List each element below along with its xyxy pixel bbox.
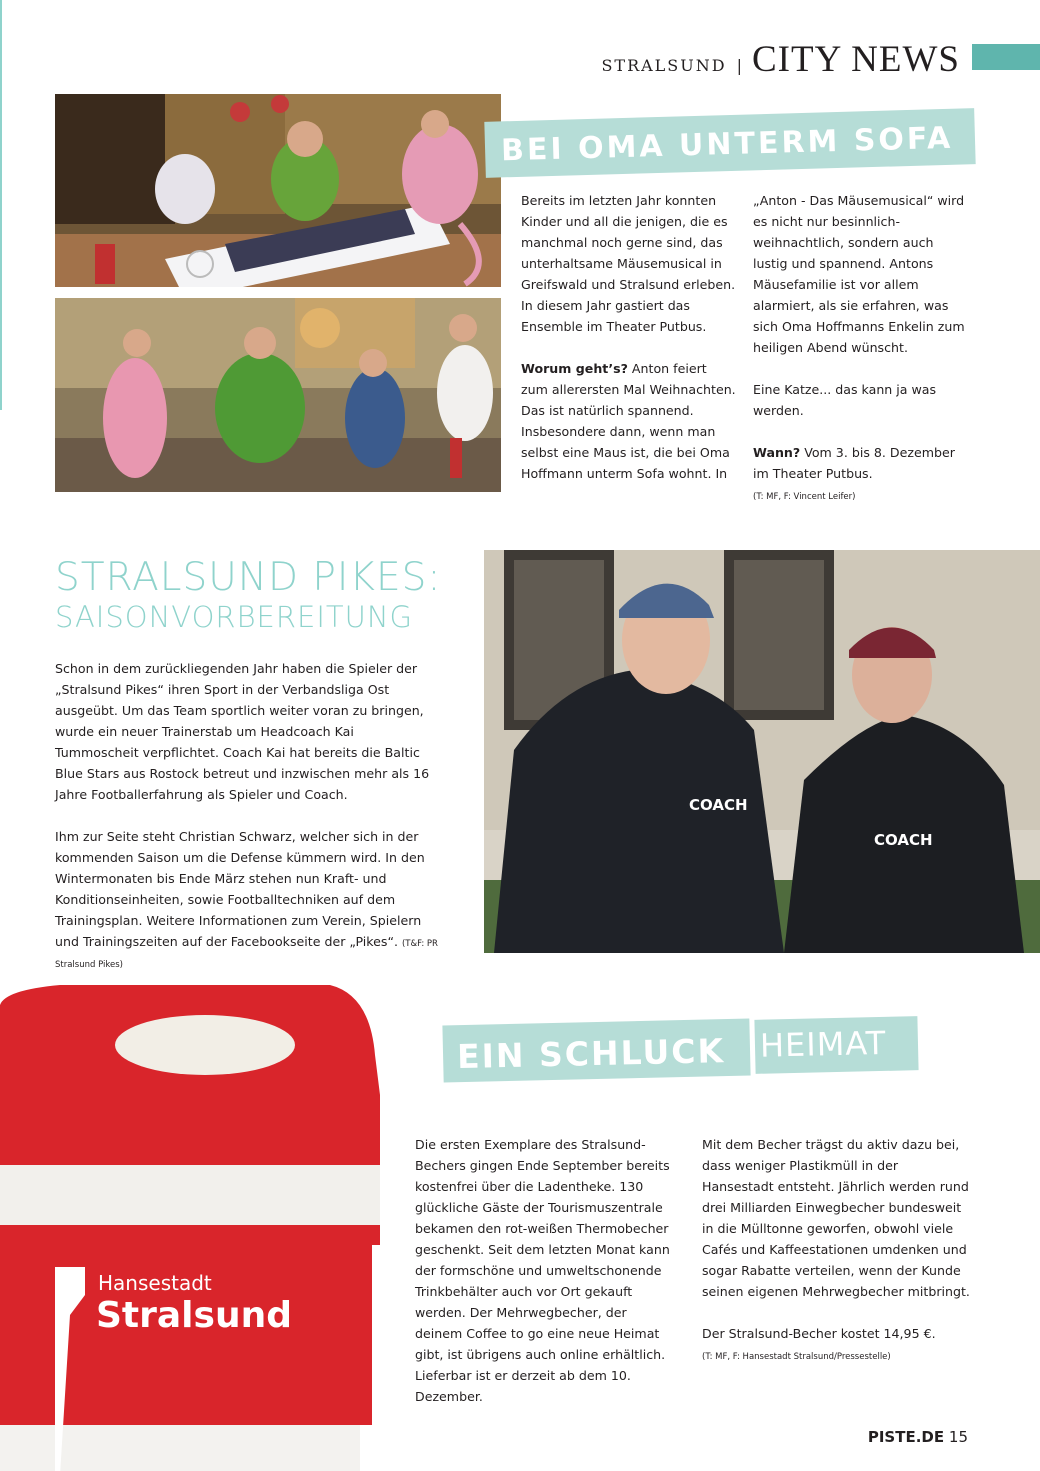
article-pikes-body — [55, 658, 440, 973]
article-headline-pikes — [55, 556, 442, 634]
header-location: STRALSUND — [601, 56, 727, 75]
stralsund-cup-photo — [0, 985, 395, 1471]
article-headline-schluck: EIN SCHLUCK — [442, 1019, 750, 1083]
article-headline-heimat: HEIMAT — [754, 1016, 918, 1074]
header-category: CITY NEWS — [751, 39, 960, 80]
article-schluck-column-1 — [415, 1134, 677, 1407]
pikes-title: STRALSUND PIKES: — [55, 555, 442, 600]
article-schluck-paragraph: Mit dem Becher trägst du aktiv dazu bei, dass weniger Plastikmüll in der Hansestadt entsteht. Jährlich werden rund drei Milliarden Einwegbecher bundesweit in die Mülltonne geworfen, obwohl viele Cafés und Kaffeestationen umdenken und sogar Rabatte verteilen, wenn der Kunde seinen eigenen Mehrwegbecher mitbringt. — [702, 1137, 970, 1299]
article-oma-paragraph: Eine Katze... das kann ja was werden. — [753, 382, 937, 418]
header-accent-bar — [972, 44, 1040, 70]
article-pikes-paragraph: Schon in dem zurückliegenden Jahr haben die Spieler der „Stralsund Pikes“ ihren Sport in der Verbandsliga Ost ausgeübt. Um das Team sportlich weiter voran zu bringen, wurde ein neuer Trainerstab um Headcoach Kai Tummoscheit verpflichtet. Coach Kai hat bereits die Baltic Blue Stars aus Rostock betreut und inzwischen mehr als 16 Jahre Footballerfahrung als Spieler und Coach. — [55, 661, 430, 802]
article-oma-paragraph: Wann? Vom 3. bis 8. Dezember im Theater Putbus. (T: MF, F: Vincent Leifer) — [753, 445, 955, 502]
musical-photo-top — [55, 94, 501, 287]
page-number: 15 — [948, 1428, 968, 1446]
musical-photo-bottom — [55, 298, 501, 492]
page-footer — [868, 1428, 968, 1446]
article-oma-column-2 — [753, 190, 968, 505]
article-oma-paragraph: Worum geht’s? Anton feiert zum allerersten Mal Weihnachten. Das ist natürlich spannend. Insbesondere dann, wenn man selbst eine Maus ist, die bei Oma Hoffmann unterm Sofa wohnt. In — [521, 361, 736, 481]
photo-credit: (T: MF, F: Vincent Leifer) — [753, 492, 856, 502]
photo-credit: (T: MF, F: Hansestadt Stralsund/Pressestelle) — [702, 1352, 891, 1362]
article-oma-paragraph: Bereits im letzten Jahr konnten Kinder und all die jenigen, die es manchmal noch gerne sind, das unterhaltsame Mäusemusical in Greifswald und Stralsund erleben. In diesem Jahr gastiert das Ensemble im Theater Putbus. — [521, 193, 736, 334]
paragraph-label: Wann? — [753, 445, 801, 460]
article-pikes-paragraph: Ihm zur Seite steht Christian Schwarz, welcher sich in der kommenden Saison um die Defense kümmern wird. In den Wintermonaten bis Ende März stehen nun Kraft- und Konditionseinheiten, sowie Footballtechniken auf dem Trainingsplan. Weitere Informationen zum Verein, Spielern und Trainingszeiten auf der Facebookseite der „Pikes“. (T&F: PR Stralsund Pikes) — [55, 829, 438, 970]
article-headline-oma: BEI OMA UNTERM SOFA — [484, 108, 975, 178]
article-oma-paragraph: „Anton - Das Mäusemusical“ wird es nicht nur besinnlich-weihnachtlich, sondern auch lustig und spannend. Antons Mäusefamilie ist vor allem alarmiert, als sie erfahren, was sich Oma Hoffmanns Enkelin zum heiligen Abend wünscht. — [753, 193, 965, 355]
jacket-label: COACH — [874, 831, 933, 849]
section-header — [601, 38, 960, 81]
pikes-subtitle: SAISONVORBEREITUNG — [55, 600, 414, 634]
article-schluck-paragraph: Der Stralsund-Becher kostet 14,95 €. (T: MF, F: Hansestadt Stralsund/Pressestelle) — [702, 1326, 936, 1362]
magazine-name: PISTE.DE — [867, 1428, 945, 1446]
coaches-photo — [484, 550, 1040, 953]
article-schluck-column-2 — [702, 1134, 972, 1365]
article-oma-column-1 — [521, 190, 736, 484]
cup-text-large: Stralsund — [96, 1295, 292, 1336]
paragraph-label: Worum geht’s? — [521, 361, 628, 376]
header-separator: | — [736, 56, 742, 75]
left-accent-rule — [0, 0, 2, 410]
jacket-label: COACH — [689, 796, 748, 814]
photo-credit: (T&F: PR Stralsund Pikes) — [55, 939, 438, 970]
cup-text-small: Hansestadt — [98, 1271, 212, 1295]
article-schluck-paragraph: Die ersten Exemplare des Stralsund-Bechers gingen Ende September bereits kostenfrei über die Ladentheke. 130 glückliche Gäste der Tourismuszentrale bekamen den rot-weißen Thermobecher geschenkt. Seit dem letzten Monat kann der formschöne und umweltschonende Trinkbehälter auch vor Ort gekauft werden. Der Mehrwegbecher, der deinem Coffee to go eine neue Heimat gibt, ist übrigens auch online erhältlich. Lieferbar ist er derzeit ab dem 10. Dezember. — [415, 1137, 670, 1404]
